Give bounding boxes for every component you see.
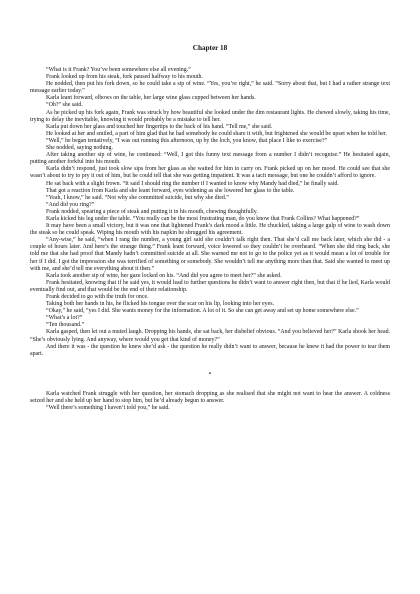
paragraph: Taking both her hands in his, he flicked his tongue over the scar on his lip, looking into her eyes. (46, 301, 274, 308)
paragraph: Karla took another sip of wine, her gaze locked on his. “And did you agree to meet her?” she asked. (46, 272, 282, 279)
paragraph: Frank looked up from his steak, fork paused halfway to his mouth. (46, 74, 203, 81)
body-text (30, 67, 390, 358)
paragraph: Karla gasped, then let out a muted laugh. Dropping his hands, she sat back, her disbelief obvious. “And you believed her?” Karla shook her head. “She’s obviously lying. And anyway, where would you get that kind of money?” (30, 329, 390, 343)
paragraph: “Yeah, I know,” he said. “Not why she committed suicide, but why she died.” (46, 194, 229, 201)
paragraph: Karla kicked his leg under the table. “You really can be the most frustrating man, do you know that Frank Collins? What happened?” (46, 215, 360, 222)
paragraph: Karla watched Frank struggle with her question, her stomach dropping as she realised that she might not want to hear the answer. A coldness seized her and she held up her hand to stop him, but he’d already begun to answer. (30, 390, 390, 405)
paragraph: After taking another sip of wine, he continued: “Well, I got this funny text message from a number I didn’t recognise.” He hesitated again, putting another forkful into his mouth. (30, 152, 390, 166)
chapter-title: Chapter 18 (192, 44, 228, 52)
paragraph: She nodded, saying nothing. (46, 145, 113, 152)
paragraph: “Ten thousand.” (46, 322, 85, 329)
paragraph: Frank decided to go with the truth for once. (46, 294, 149, 300)
paragraph: “Any-wise,” he said, “when I rang the number, a young girl said she couldn’t talk right then. That she’d call me back later, which she did - a couple of hours later. And here’s the strange thing.” Frank leant forward, voice lowered so they couldn’t be overheard. “When she did ring back, she told me that she had proof that Mandy hadn’t committed suicide at all. She warned me not to go to the police yet as it would mean a lot of trouble for her if I did. I got the impression she was terrified of something or somebody. She wouldn’t tell me anything more than that. Said she wanted to meet up with me, and she’d tell me everything about it then.” (30, 237, 390, 272)
paragraph: “What is it Frank? You’ve been somewhere else all evening.” (46, 67, 191, 73)
paragraph: Frank hesitated, knowing that if he said yes, it would lead to further questions he didn’t want to answer right then, but that if he lied, Karla would eventually find out, and that would be the end of their relationship. (30, 279, 390, 293)
paragraph: Karla leant forward, elbows on the table, her large wine glass cupped between her hands. (46, 95, 256, 102)
paragraph: Karla put down her glass and touched her fingertips to the back of his hand. “Tell me,” she said. (46, 123, 273, 130)
paragraph: “What’s a lot?” (46, 315, 83, 322)
paragraph: Frank nodded, spearing a piece of steak and putting it in his mouth, chewing thoughtfully. (46, 208, 258, 215)
paragraph: “Oh?” she said. (46, 102, 83, 109)
paragraph: As he picked up his fork again, Frank was struck by how beautiful she looked under the dim restaurant lights. He chewed slowly, taking his time, trying to delay the inevitable, knowing it would probably be a mistake to tell her. (30, 109, 390, 123)
paragraph: “Okay,” he said, “yes I did. She wants money for the information. A lot of it. So she can get away and set up home somewhere else.” (46, 308, 359, 315)
paragraph: And there it was - the question he knew she’d ask - the question he really didn’t want to answer, because he knew it had the power to tear them apart. (30, 343, 390, 357)
paragraph: That got a reaction from Karla and she leant forward, eyes widening as she lowered her glass to the table. (46, 187, 295, 194)
paragraph: He looked at her and smiled, a part of him glad that he had somebody he could share it with, but frightened she would be upset when he told her. (46, 130, 387, 137)
paragraph: “Well,” he began tentatively, “I was out running this afternoon, up by the loch, you know, that place I like to exercise?” (46, 137, 328, 144)
paragraph: Karla didn’t respond, just took slow sips from her glass as she waited for him to carry on. Frank picked up on her mood. He could see that she wasn’t about to try to pry it out of him, but he could tell that she was getting impatient. It was a tacit message, but one he couldn’t afford to ignore. (30, 166, 390, 180)
body-text-after-break (30, 391, 390, 412)
paragraph: It may have been a small victory, but it was one that lightened Frank’s dark mood a little. He chuckled, taking a large gulp of wine to wash down the steak so he could speak. Wiping his mouth with his napkin he shrugged his agreement. (30, 223, 390, 237)
paragraph: “And did you ring?” (46, 201, 95, 208)
scene-break: * (208, 371, 212, 378)
paragraph: He sat back with a slight frown. “It said I should ring the number if I wanted to know why Mandy had died,” he finally said. (46, 180, 339, 187)
paragraph: “Well there’s something I haven’t told you,” he said. (46, 405, 170, 412)
paragraph: He nodded, then put his fork down, so he could take a sip of wine. “Yes, you’re right,” he said. “Sorry about that, but I had a rather strange text message earlier today.” (30, 81, 390, 95)
